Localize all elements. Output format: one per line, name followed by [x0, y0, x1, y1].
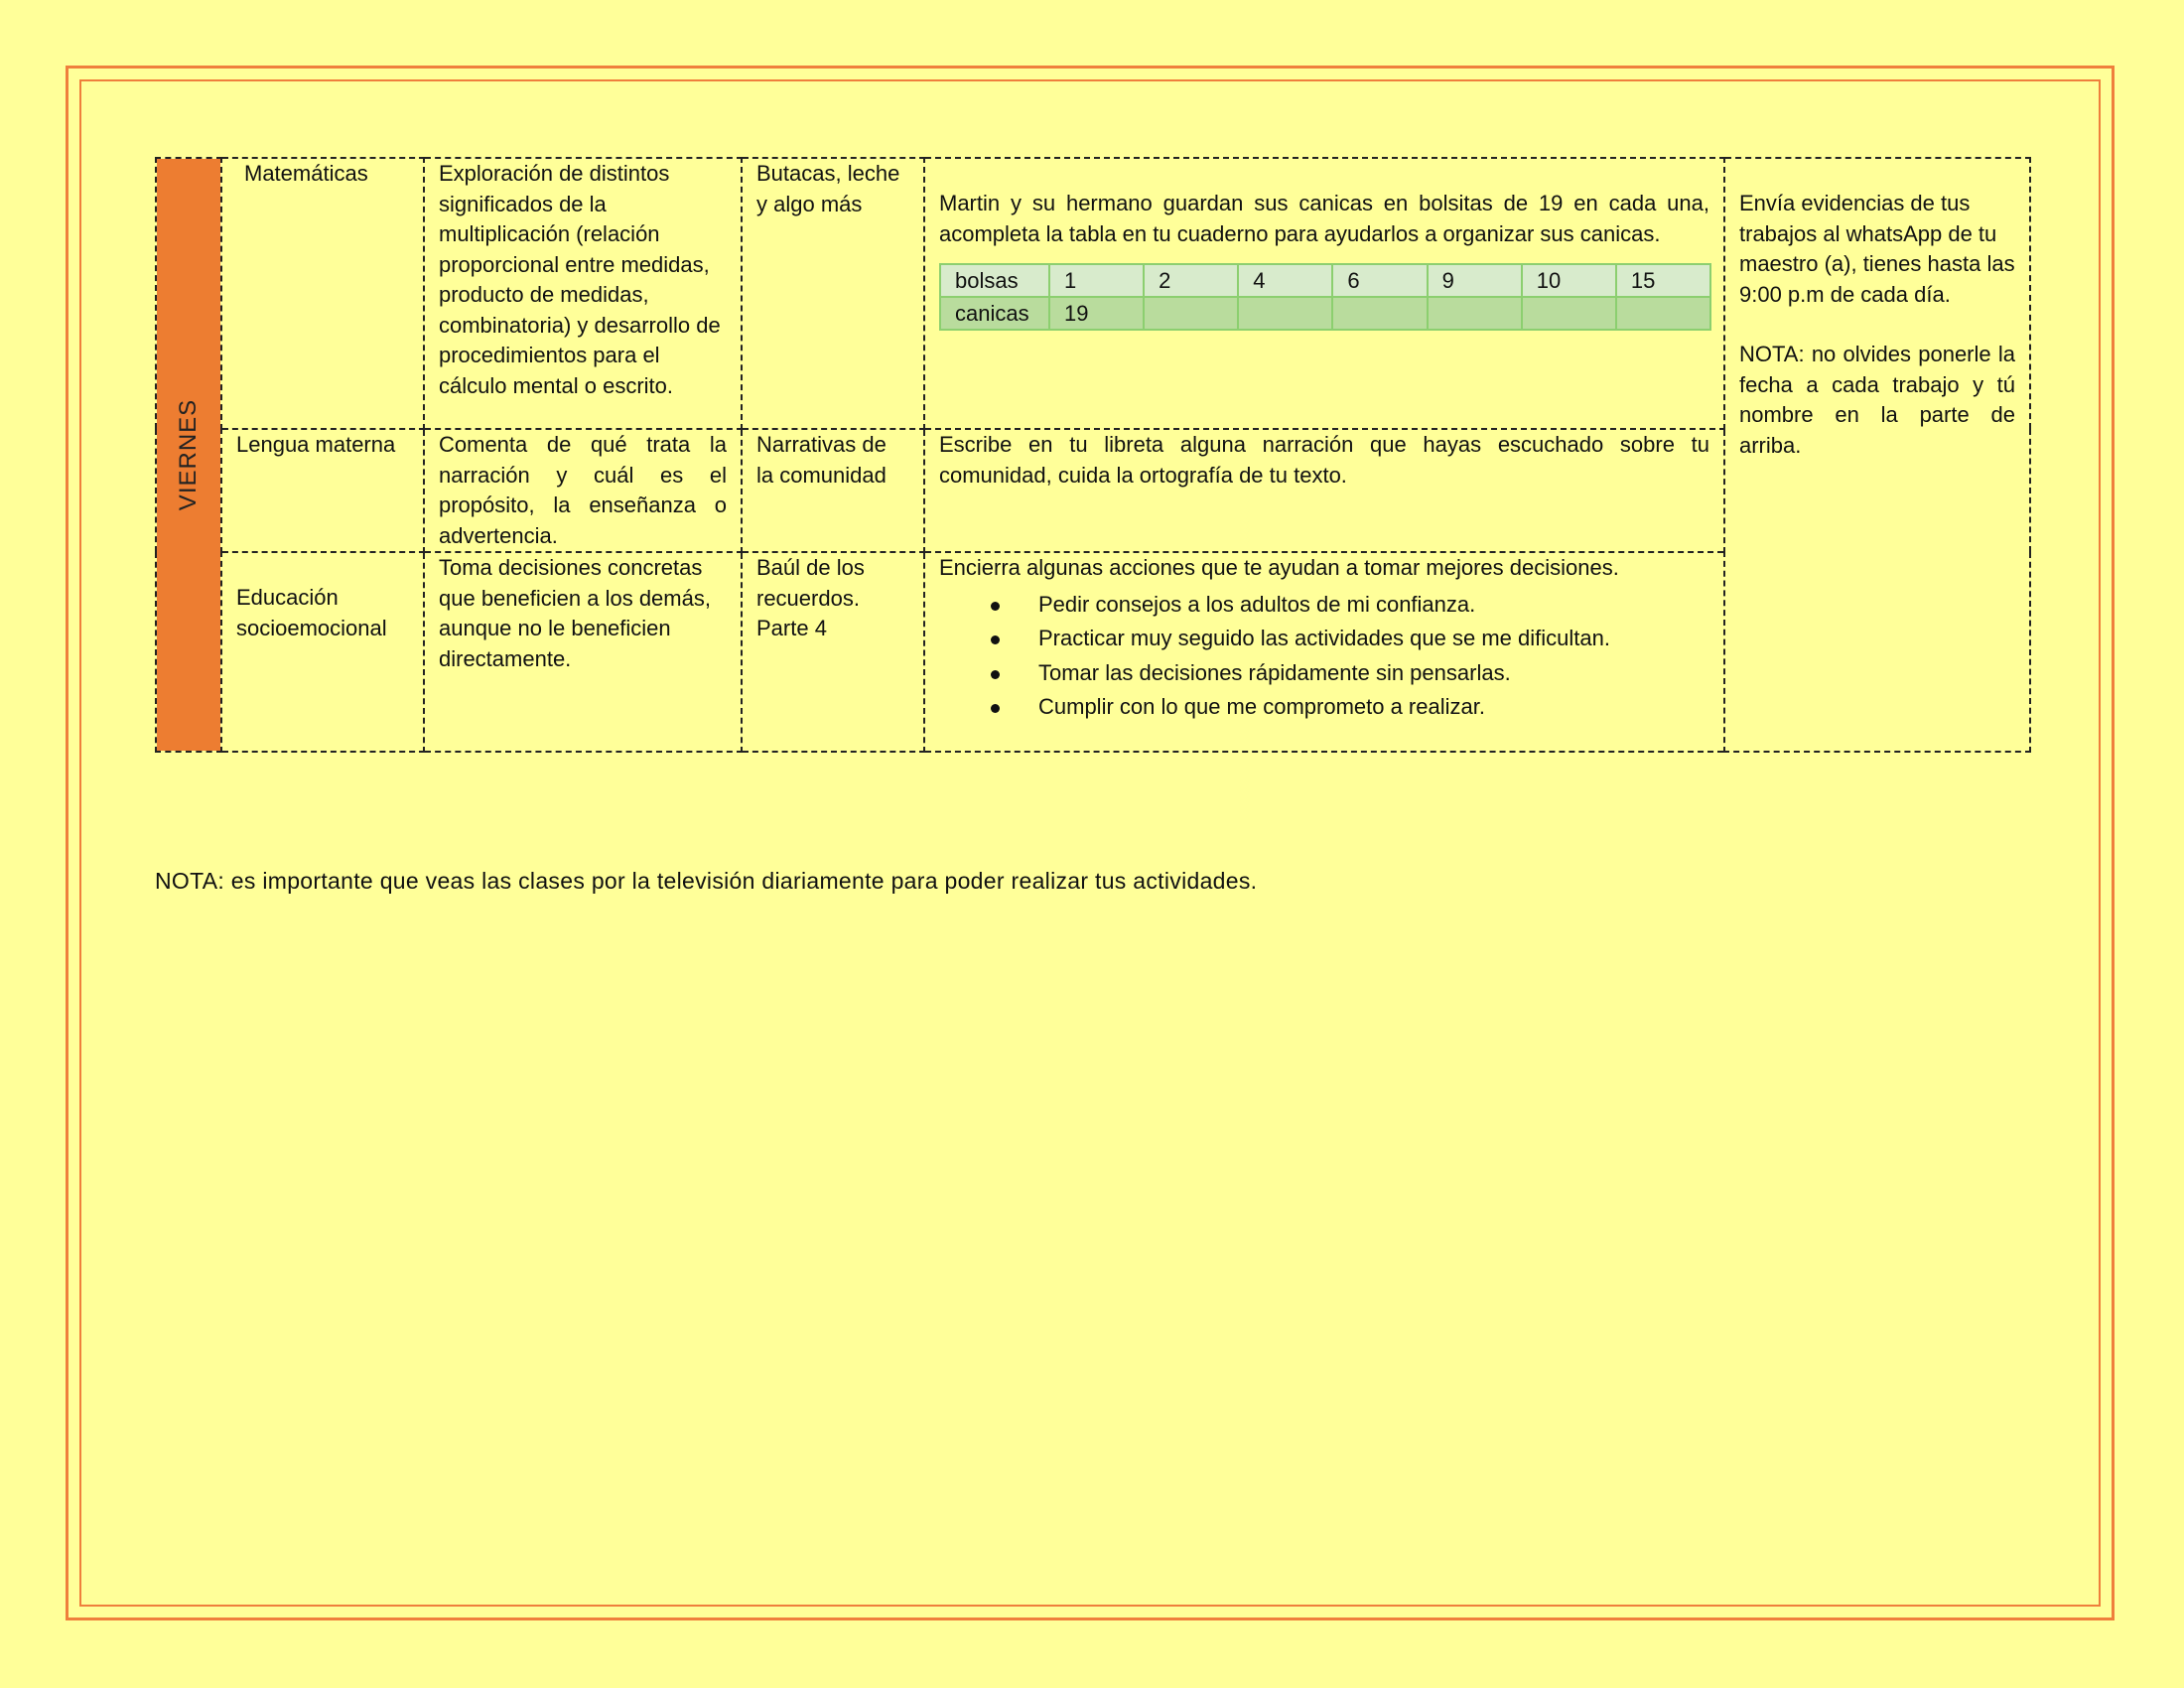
learning-text: Exploración de distintos significados de la multiplicación (relación proporcional entre medidas, producto de medidas, combinatoria) y desarrollo de procedimientos para el cálculo mental o escrito.	[439, 161, 721, 398]
learning-cell	[424, 552, 742, 752]
subject-cell	[221, 158, 424, 429]
learning-text: Toma decisiones concretas que beneficien a los demás, aunque no le beneficien directamente.	[439, 555, 711, 671]
table-cell	[1144, 297, 1238, 330]
activity-text: Martin y su hermano guardan sus canicas en bolsitas de 19 en cada una, acompleta la tabla en tu cuaderno para ayudarlos a organizar sus canicas.	[939, 191, 1709, 246]
list-item: Practicar muy seguido las actividades que se me dificultan.	[939, 622, 1709, 656]
table-cell: 10	[1522, 264, 1616, 297]
table-row	[156, 158, 2030, 429]
table-cell: canicas	[940, 297, 1049, 330]
day-column	[156, 158, 221, 752]
table-row	[940, 264, 1710, 297]
topic-text: Narrativas de la comunidad	[756, 432, 887, 488]
subject-label: Educación socioemocional	[236, 585, 387, 640]
activity-cell	[924, 429, 1724, 552]
table-cell: 2	[1144, 264, 1238, 297]
evidence-text: Envía evidencias de tus trabajos al whatsApp de tu maestro (a), tienes hasta las 9:00 p.m de cada día.	[1739, 191, 2015, 307]
learning-cell	[424, 429, 742, 552]
learning-text: Comenta de qué trata la narración y cuál es el propósito, la enseñanza o advertencia.	[439, 432, 727, 548]
topic-cell	[742, 552, 924, 752]
evidence-note: NOTA: no olvides ponerle la fecha a cada trabajo y tú nombre en la parte de arriba.	[1739, 342, 2015, 458]
table-cell	[1616, 297, 1710, 330]
table-cell: bolsas	[940, 264, 1049, 297]
subject-label: Matemáticas	[244, 161, 368, 186]
table-cell: 9	[1428, 264, 1522, 297]
marbles-table	[939, 263, 1711, 331]
topic-text: Baúl de los recuerdos. Parte 4	[756, 555, 865, 640]
table-cell	[1238, 297, 1332, 330]
list-item: Pedir consejos a los adultos de mi confianza.	[939, 588, 1709, 623]
list-item: Tomar las decisiones rápidamente sin pensarlas.	[939, 656, 1709, 691]
table-cell	[1332, 297, 1427, 330]
list-item: Cumplir con lo que me comprometo a realizar.	[939, 690, 1709, 725]
table-cell: 4	[1238, 264, 1332, 297]
table-cell	[1428, 297, 1522, 330]
activity-cell	[924, 552, 1724, 752]
activity-list	[939, 588, 1709, 725]
table-cell: 15	[1616, 264, 1710, 297]
table-cell	[1522, 297, 1616, 330]
table-cell: 6	[1332, 264, 1427, 297]
day-label: VIERNES	[174, 398, 202, 511]
topic-text: Butacas, leche y algo más	[756, 161, 900, 216]
topic-cell	[742, 429, 924, 552]
activity-text: Encierra algunas acciones que te ayudan a tomar mejores decisiones.	[939, 555, 1619, 580]
schedule-table	[155, 157, 2031, 753]
evidence-cell	[1724, 158, 2030, 752]
subject-cell	[221, 429, 424, 552]
topic-cell	[742, 158, 924, 429]
subject-label: Lengua materna	[236, 432, 396, 457]
table-row	[940, 297, 1710, 330]
footer-note: NOTA: es importante que veas las clases por la televisión diariamente para poder realizar tus actividades.	[155, 868, 1258, 894]
subject-cell	[221, 552, 424, 752]
table-cell: 19	[1049, 297, 1144, 330]
table-cell: 1	[1049, 264, 1144, 297]
learning-cell	[424, 158, 742, 429]
activity-text: Escribe en tu libreta alguna narración que hayas escuchado sobre tu comunidad, cuida la ortografía de tu texto.	[939, 432, 1709, 488]
activity-cell	[924, 158, 1724, 429]
